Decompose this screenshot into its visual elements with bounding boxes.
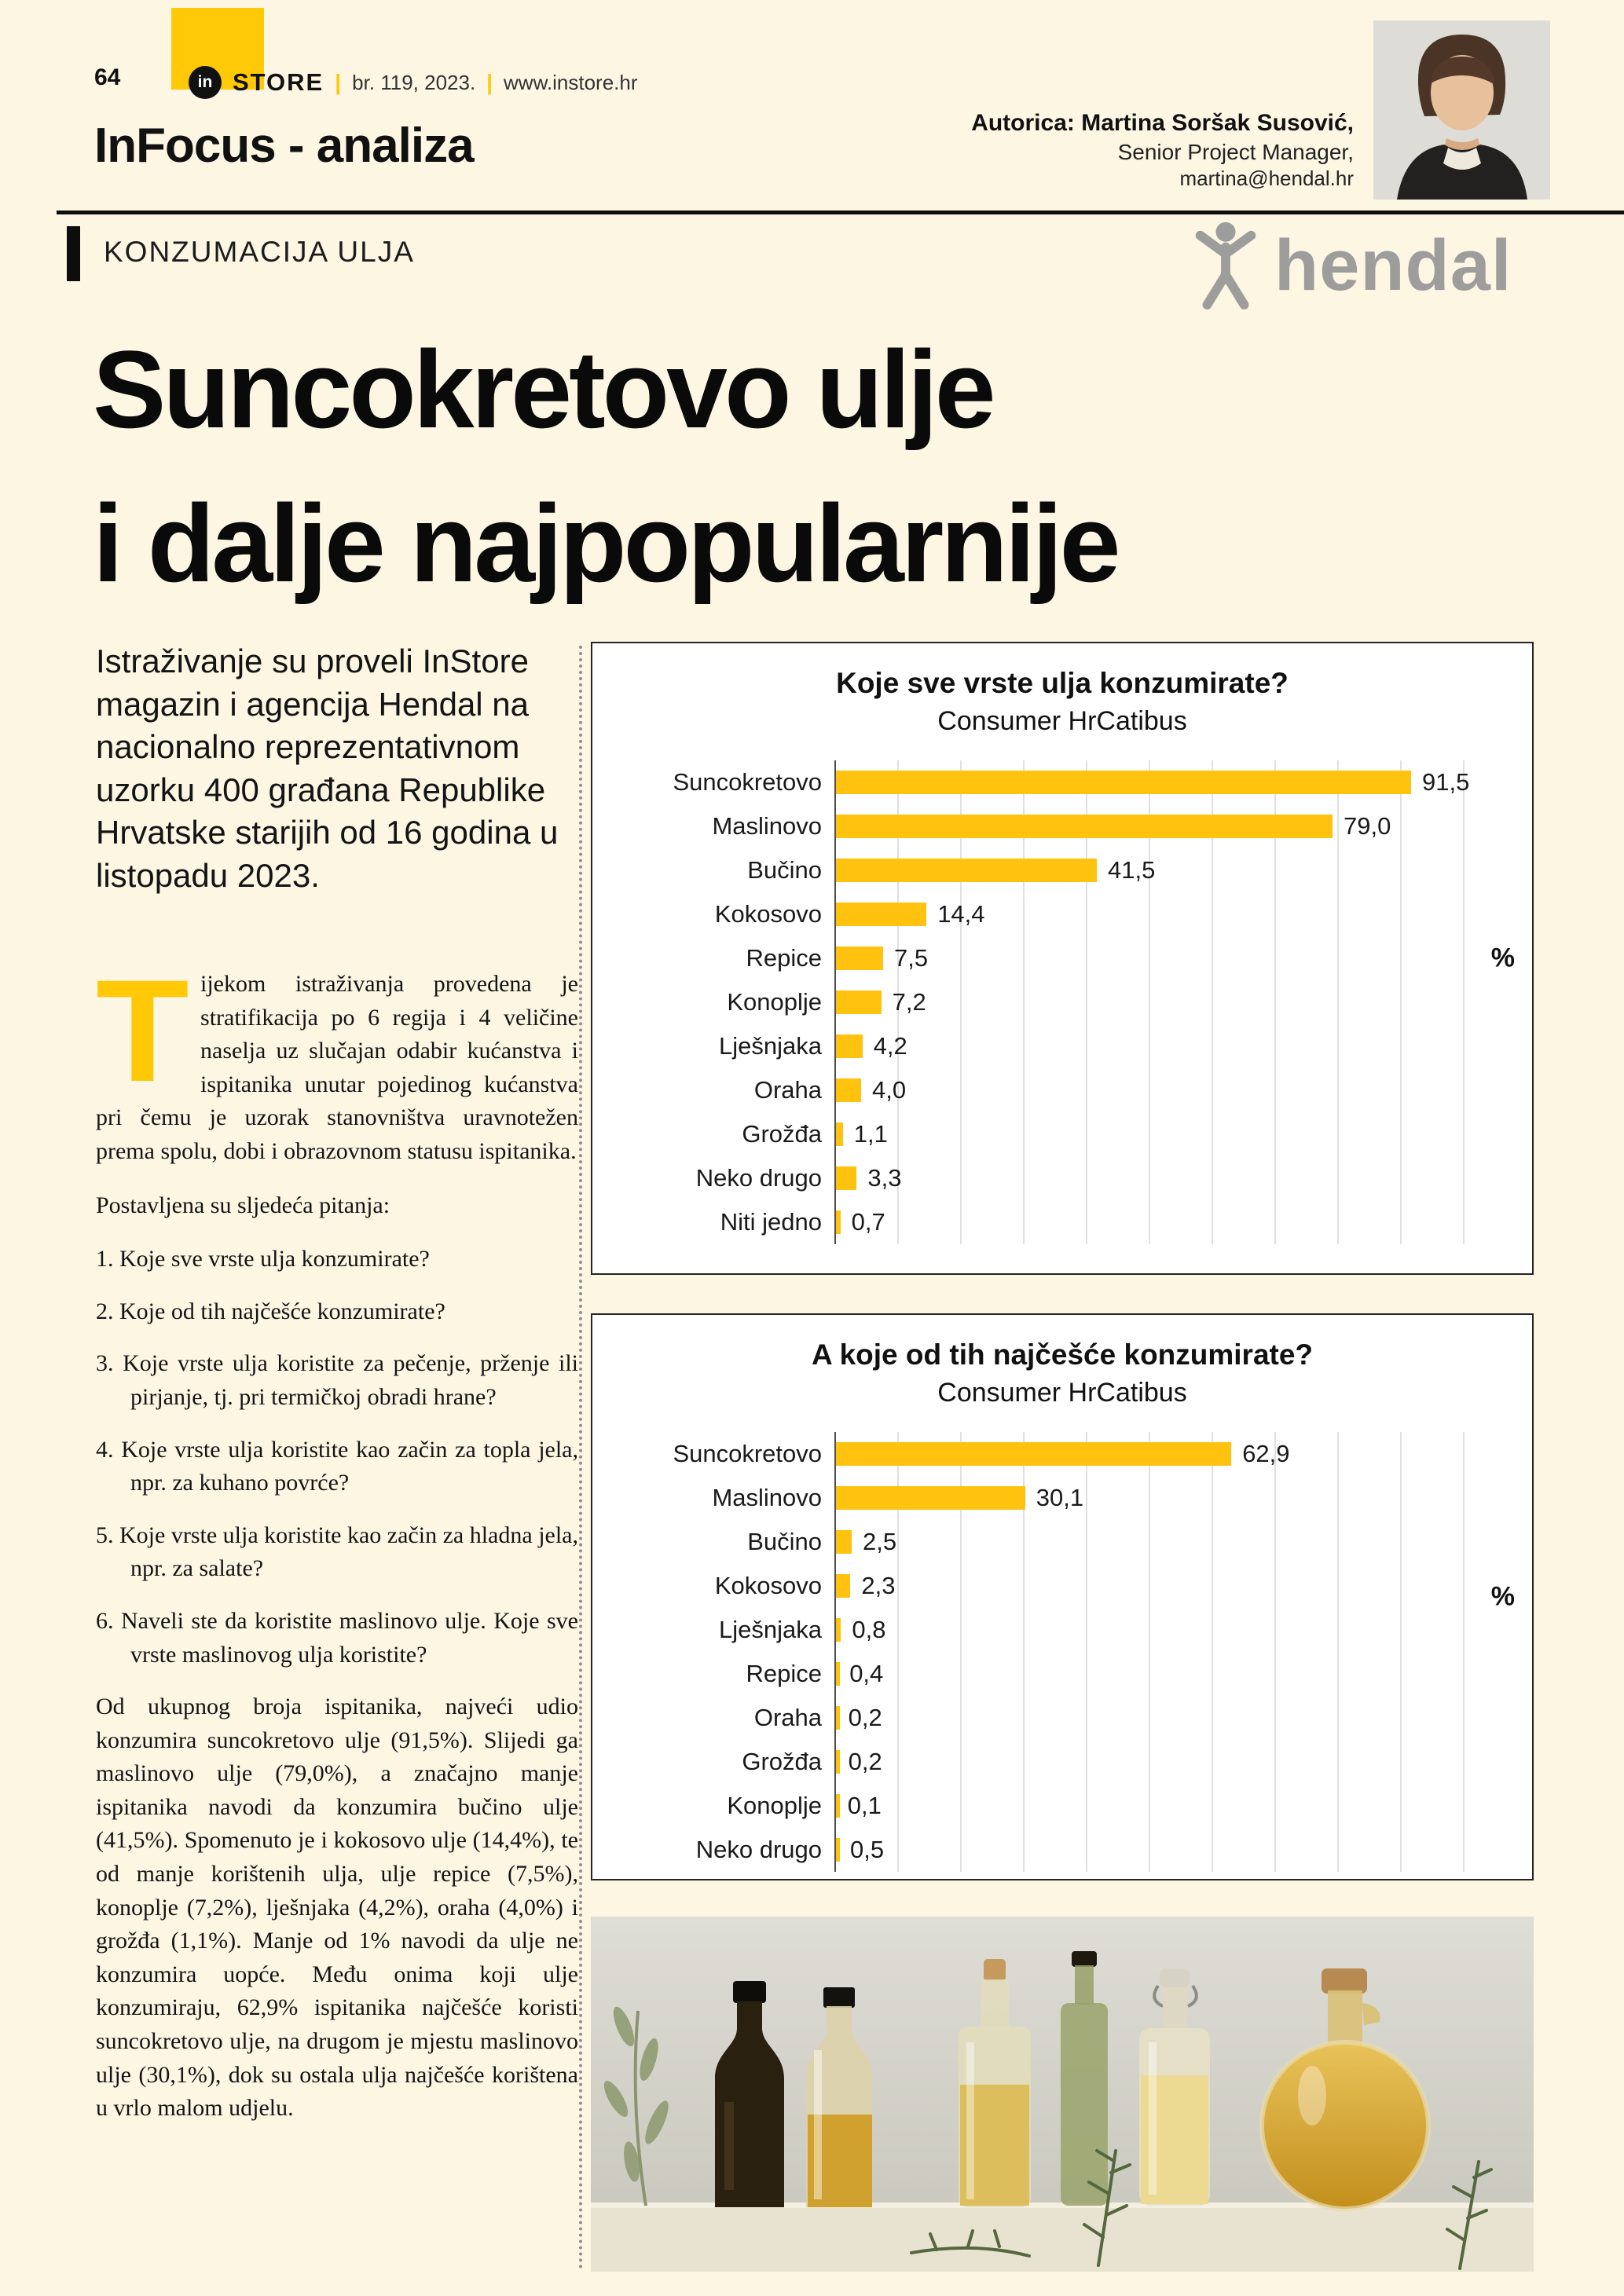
- bar-track: [834, 1520, 1465, 1564]
- chart-row: [616, 1784, 1532, 1828]
- paragraph: ijekom istraživanja provedena je stratifikacija po 6 regija i 4 veličine naselja uz slučajan odabir kućanstva i ispitanika unutar pojedinog kućanstva pri čemu je uzorak stanovništva uravnotežen prema spolu, dobi i obrazovnom statusu ispitanika.: [96, 971, 578, 1164]
- bar-track: [834, 1156, 1465, 1200]
- value-label: 2,5: [863, 1528, 897, 1555]
- bar-track: [834, 1784, 1465, 1828]
- chart-row: [616, 1200, 1532, 1244]
- bar-track: [834, 1696, 1465, 1740]
- website-link[interactable]: www.instore.hr: [504, 70, 638, 94]
- bar: [836, 991, 882, 1014]
- category-label: Repice: [746, 1660, 822, 1687]
- chart-subtitle: Consumer HrCatibus: [937, 706, 1187, 736]
- category-label: Suncokretovo: [673, 768, 822, 796]
- issue-number: br. 119, 2023.: [352, 70, 476, 94]
- section-title-suffix: - analiza: [288, 119, 474, 173]
- author-block: [971, 108, 1354, 191]
- question-item: 5. Koje vrste ulja koristite kao začin za hladna jela, npr. za salate?: [96, 1522, 578, 1582]
- hendal-logo: [1188, 222, 1512, 309]
- value-label: 2,3: [861, 1572, 896, 1599]
- question-item: 6. Naveli ste da koristite maslinovo ulje. Koje sve vrste maslinovog ulja koristite?: [96, 1607, 578, 1668]
- author-role: Senior Project Manager,: [1117, 139, 1354, 164]
- bar-track: [834, 1476, 1465, 1520]
- category-label: Lješnjaka: [719, 1032, 822, 1060]
- category-label: Kokosovo: [714, 900, 822, 928]
- bar-track: [834, 1432, 1465, 1476]
- category-label: Neko drugo: [695, 1836, 822, 1863]
- bar: [836, 1750, 840, 1774]
- bar-track: [834, 980, 1465, 1024]
- chart-row: [616, 1112, 1532, 1156]
- drop-cap: T: [96, 950, 189, 1112]
- category-label: Suncokretovo: [673, 1440, 822, 1467]
- bar: [836, 815, 1333, 838]
- bar-track: [834, 848, 1465, 892]
- chart-title: Koje sve vrste ulja konzumirate?: [836, 667, 1289, 699]
- value-label: 91,5: [1422, 768, 1470, 796]
- article-body: [96, 950, 578, 2146]
- author-email-link[interactable]: martina@hendal.hr: [1179, 166, 1354, 190]
- category-label: Neko drugo: [695, 1164, 822, 1192]
- bar-track: [834, 1652, 1465, 1696]
- bar: [836, 1078, 861, 1102]
- value-label: 0,4: [849, 1660, 884, 1687]
- question-item: 1. Koje sve vrste ulja konzumirate?: [96, 1246, 430, 1273]
- chart-row: [616, 1476, 1532, 1520]
- chart-row: [616, 1696, 1532, 1740]
- bar: [836, 1574, 850, 1598]
- bar-track: [834, 804, 1465, 848]
- value-label: 3,3: [867, 1164, 902, 1192]
- value-label: 7,2: [892, 988, 926, 1016]
- chart-subtitle: Consumer HrCatibus: [937, 1378, 1187, 1408]
- value-label: 4,2: [873, 1032, 907, 1060]
- instore-logo-text: STORE: [233, 68, 324, 96]
- chart-row: [616, 1828, 1532, 1872]
- bar-track: [834, 1068, 1465, 1112]
- bar-track: [834, 936, 1465, 980]
- bar-track: [834, 1828, 1465, 1872]
- bar: [836, 1166, 856, 1190]
- paragraph: Postavljena su sljedeća pitanja:: [96, 1192, 390, 1218]
- category-label: Maslinovo: [712, 1484, 822, 1511]
- chart-most-frequent: [591, 1313, 1534, 1880]
- question-item: 3. Koje vrste ulja koristite za pečenje, prženje ili pirjanje, tj. pri termičkoj obradi hrane?: [96, 1350, 578, 1410]
- value-label: 7,5: [894, 944, 929, 972]
- chart-row: [616, 1068, 1532, 1112]
- author-photo-illustration: [1373, 20, 1550, 200]
- percent-axis-label: %: [1490, 943, 1515, 973]
- category-label: Bučino: [747, 856, 822, 884]
- page-number: 64: [94, 64, 121, 90]
- bar: [836, 1794, 840, 1818]
- bar-track: [834, 1024, 1465, 1068]
- bar-track: [834, 1200, 1465, 1244]
- category-label: Grožđa: [742, 1748, 822, 1775]
- author-photo: [1373, 20, 1550, 200]
- chart-row: [616, 804, 1532, 848]
- chart-row: [616, 980, 1532, 1024]
- category-label: Oraha: [753, 1076, 822, 1104]
- category-label: Kokosovo: [714, 1572, 822, 1599]
- oil-bottles-illustration: [591, 1917, 1534, 2272]
- value-label: 62,9: [1242, 1440, 1290, 1467]
- question-item: 4. Koje vrste ulja koristite kao začin za topla jela, npr. za kuhano povrće?: [96, 1436, 578, 1496]
- bar: [836, 1706, 840, 1730]
- chart-row: [616, 760, 1532, 804]
- section-title-main: InFocus: [94, 119, 276, 173]
- value-label: 79,0: [1344, 812, 1391, 840]
- bar: [836, 771, 1411, 794]
- value-label: 0,1: [847, 1792, 882, 1819]
- chart-rows: [592, 1432, 1532, 1872]
- category-label: Oraha: [753, 1704, 822, 1731]
- value-label: 41,5: [1108, 856, 1156, 884]
- value-label: 0,7: [851, 1208, 885, 1236]
- category-label: Grožđa: [742, 1120, 822, 1148]
- bar: [836, 859, 1097, 882]
- chart-consumption: [591, 642, 1534, 1275]
- headline: [93, 313, 1117, 621]
- headline-line2: i dalje najpopularnije: [93, 482, 1118, 605]
- value-label: 30,1: [1036, 1484, 1084, 1511]
- chart-row: [616, 1652, 1532, 1696]
- chart-row: [616, 1740, 1532, 1784]
- bar-track: [834, 1564, 1465, 1608]
- category-label: Konoplje: [727, 1792, 822, 1819]
- chart-row: [616, 936, 1532, 980]
- category-label: Repice: [746, 944, 822, 972]
- value-label: 0,5: [850, 1836, 885, 1863]
- question-item: 2. Koje od tih najčešće konzumirate?: [96, 1298, 445, 1324]
- bar: [836, 1442, 1231, 1466]
- chart-row: [616, 1608, 1532, 1652]
- bar: [836, 903, 926, 926]
- bar: [836, 1210, 841, 1234]
- chart-row: [616, 848, 1532, 892]
- percent-axis-label: %: [1490, 1581, 1515, 1612]
- chart-rows: [592, 760, 1532, 1244]
- category-label: Maslinovo: [712, 812, 822, 840]
- value-label: 14,4: [937, 900, 985, 928]
- author-name: Autorica: Martina Soršak Susović,: [971, 110, 1354, 136]
- oil-bottles-photo: [591, 1917, 1534, 2272]
- intro-paragraph: Istraživanje su proveli InStore magazin i agencija Hendal na nacionalno reprezentativnom uzorku 400 građana Republike Hrvatske starijih od 16 godina u listopadu 2023.: [96, 643, 559, 894]
- header-rule: [57, 211, 1624, 214]
- chart-row: [616, 1024, 1532, 1068]
- header-separator: |: [335, 70, 342, 94]
- chart-title: A koje od tih najčešće konzumirate?: [811, 1338, 1314, 1371]
- chart-row: [616, 1520, 1532, 1564]
- bar: [836, 1530, 852, 1554]
- section-title: [94, 118, 474, 174]
- category-label: Bučino: [747, 1528, 822, 1555]
- value-label: 1,1: [853, 1120, 888, 1148]
- category-label: Niti jedno: [720, 1208, 822, 1236]
- kicker: KONZUMACIJA ULJA: [104, 236, 415, 268]
- bar: [836, 1662, 840, 1686]
- category-label: Konoplje: [727, 988, 822, 1016]
- bar-track: [834, 1112, 1465, 1156]
- value-label: 0,2: [848, 1748, 882, 1775]
- bar: [836, 1486, 1025, 1510]
- chart-row: [616, 1432, 1532, 1476]
- value-label: 4,0: [872, 1076, 907, 1104]
- bar: [836, 1838, 840, 1862]
- chart-row: [616, 892, 1532, 936]
- bar-track: [834, 892, 1465, 936]
- bar: [836, 947, 883, 970]
- chart-row: [616, 1564, 1532, 1608]
- bar-track: [834, 1608, 1465, 1652]
- instore-logo-icon: in: [189, 66, 222, 99]
- category-label: Lješnjaka: [719, 1616, 822, 1643]
- column-divider: [579, 646, 582, 2270]
- value-label: 0,2: [848, 1704, 882, 1731]
- bar: [836, 1034, 863, 1058]
- headline-line1: Suncokretovo ulje: [93, 328, 993, 451]
- hendal-logo-text: hendal: [1274, 225, 1512, 306]
- paragraph: Od ukupnog broja ispitanika, najveći udio konzumira suncokretovo ulje (91,5%). Slijedi ga maslinovo ulje (79,0%), a značajno manje ispitanika navodi da konzumira bučino ulje (41,5%). Spomenuto je i kokosovo ulje (14,4%), te od manje korištenih ulja, ulje repice (7,5%), konoplje (7,2%), lješnjaka (4,2%), oraha (4,0%) i grožđa (1,1%). Manje od 1% navodi da ulje ne konzumira uopće. Među onima koji ulje konzumiraju, 62,9% ispitanika najčešće koristi suncokretovo ulje, na drugom je mjestu maslinovo ulje (30,1%), dok su ostala ulja najčešće korištena u vrlo malom udjelu.: [96, 1694, 578, 2122]
- bar: [836, 1618, 841, 1642]
- bar: [836, 1122, 843, 1146]
- value-label: 0,8: [852, 1616, 886, 1643]
- kicker-bar: [67, 226, 80, 281]
- bar-track: [834, 1740, 1465, 1784]
- masthead: [189, 66, 638, 99]
- chart-row: [616, 1156, 1532, 1200]
- header-separator: |: [486, 70, 493, 94]
- hendal-person-icon: [1188, 222, 1263, 309]
- bar-track: [834, 760, 1470, 804]
